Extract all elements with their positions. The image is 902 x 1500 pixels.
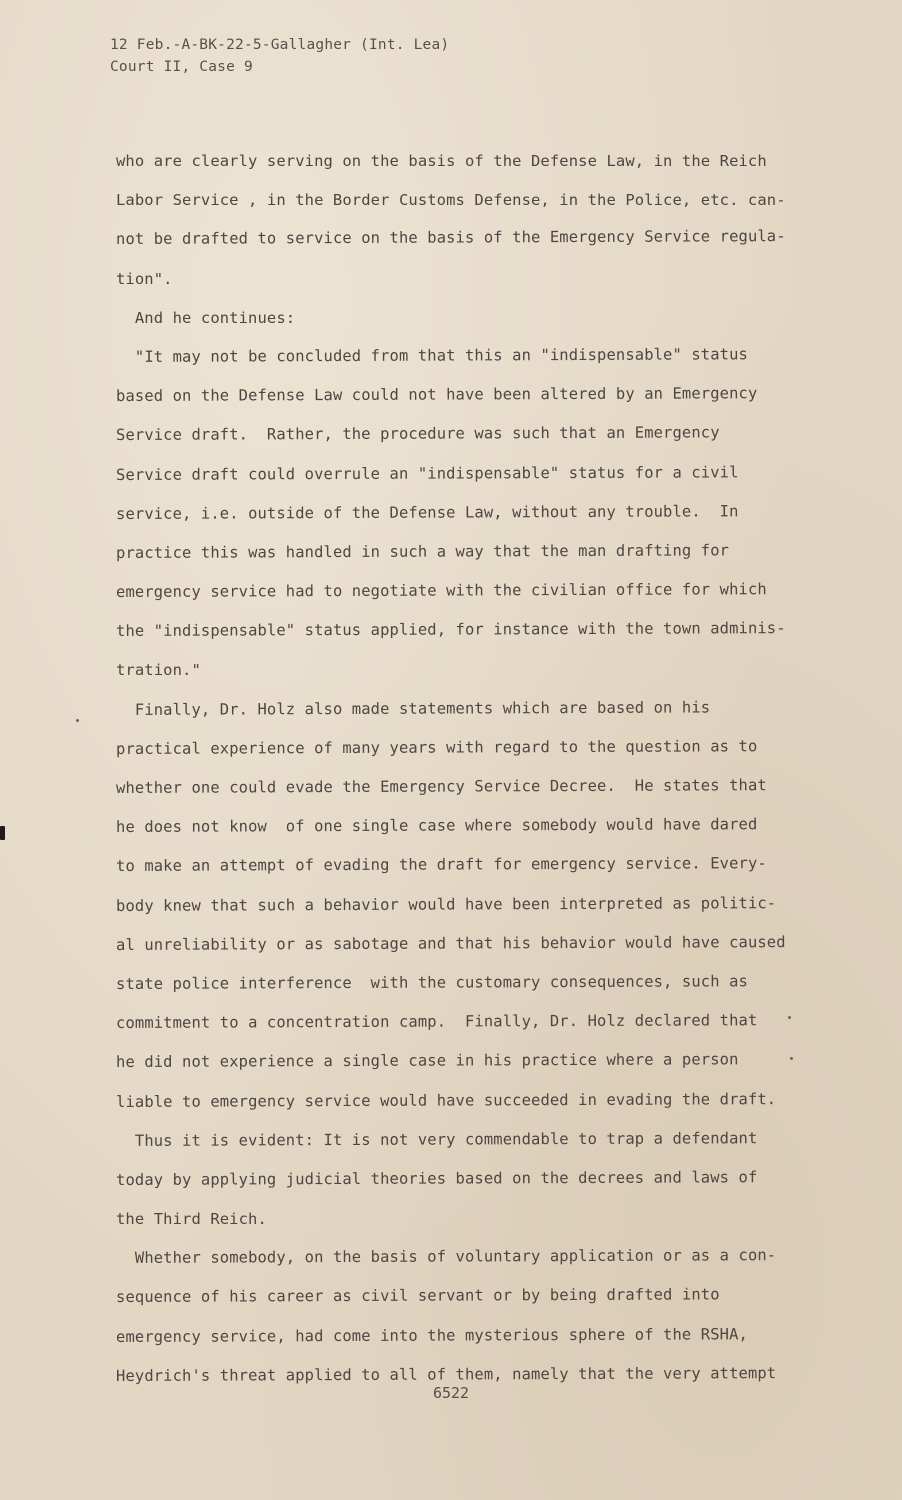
body-line: Heydrich's threat applied to all of them, namely that the very attempt (115, 1363, 777, 1385)
document-header (110, 34, 449, 78)
body-line: practical experience of many years with regard to the question as to (115, 737, 758, 758)
body-line: Thus it is evident: It is not very commendable to trap a defendant (115, 1128, 758, 1150)
body-line: tration." (116, 661, 201, 680)
document-body (116, 142, 816, 1396)
body-line: emergency service had to negotiate with the civilian office for which (115, 580, 767, 602)
body-line: "It may not be concluded from that this an "indispensable" status (115, 345, 748, 366)
body-line: commitment to a concentration camp. Finally, Dr. Holz declared that (115, 1011, 758, 1033)
margin-speck (790, 1057, 793, 1060)
body-line: to make an attempt of evading the draft for emergency service. Every- (115, 854, 767, 876)
body-line: the "indispensable" status applied, for instance with the town adminis- (115, 619, 786, 641)
header-case-reference: 12 Feb.-A-BK-22-5-Gallagher (Int. Lea) (110, 37, 450, 53)
body-line: emergency service, had come into the mysterious sphere of the RSHA, (115, 1324, 748, 1346)
body-line: Whether somebody, on the basis of voluntary application or as a con- (115, 1246, 777, 1268)
body-line: tion". (116, 269, 173, 288)
body-line: al unreliability or as sabotage and that his behavior would have caused (115, 932, 786, 954)
body-line: the Third Reich. (116, 1210, 267, 1229)
header-court-case: Court II, Case 9 (110, 59, 253, 75)
margin-speck (76, 719, 79, 722)
body-line: Labor Service , in the Border Customs Defense, in the Police, etc. can- (116, 191, 786, 210)
body-line: whether one could evade the Emergency Service Decree. He states that (115, 776, 767, 797)
body-line: state police interference with the customary consequences, such as (115, 972, 748, 993)
body-line: Finally, Dr. Holz also made statements which are based on his (115, 698, 711, 719)
body-line: not be drafted to service on the basis of the Emergency Service regula- (115, 227, 786, 249)
body-line: sequence of his career as civil servant or by being drafted into (115, 1285, 720, 1307)
margin-speck (788, 1016, 791, 1019)
body-line: liable to emergency service would have succeeded in evading the draft. (115, 1089, 777, 1111)
body-line: who are clearly serving on the basis of the Defense Law, in the Reich (116, 152, 767, 170)
body-line: practice this was handled in such a way that the man drafting for (115, 541, 730, 562)
left-margin-mark (0, 826, 5, 840)
body-line: based on the Defense Law could not have been altered by an Emergency (115, 384, 758, 406)
body-line: he does not know of one single case where somebody would have dared (115, 815, 758, 837)
body-line: And he continues: (116, 308, 296, 327)
body-line: service, i.e. outside of the Defense Law, without any trouble. In (115, 501, 739, 523)
body-line: Service draft could overrule an "indispensable" status for a civil (115, 462, 739, 484)
body-line: today by applying judicial theories based on the decrees and laws of (115, 1168, 758, 1189)
body-line: Service draft. Rather, the procedure was such that an Emergency (115, 423, 720, 445)
page-number: 6522 (432, 1384, 470, 1402)
body-line: body knew that such a behavior would have been interpreted as politic- (115, 893, 777, 915)
body-line: he did not experience a single case in his practice where a person (115, 1050, 739, 1072)
